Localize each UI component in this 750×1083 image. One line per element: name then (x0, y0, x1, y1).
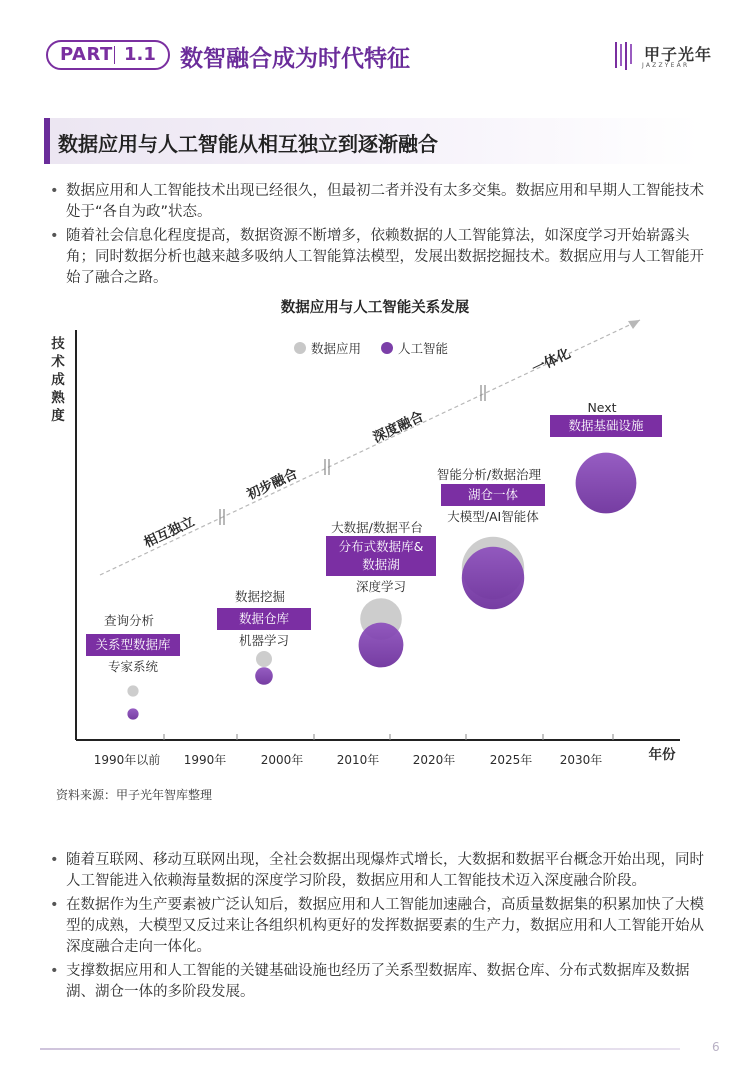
stage-label: 初步融合 (244, 465, 301, 504)
bullet-item: • 随着社会信息化程度提高，数据资源不断增多，依赖数据的人工智能算法，如深度学习开始崭露头角；同时数据分析也越来越多吸纳人工智能算法模型，发展出数据挖掘技术。数据应用与人工智能开始了融合之路。 (50, 228, 704, 286)
page-number: 6 (712, 1040, 720, 1054)
tech-tag-label: 数据湖 (362, 557, 400, 572)
stage-top-text: Next (587, 400, 617, 415)
x-axis-label: 年份 (648, 747, 676, 763)
bubble-data-app (127, 685, 138, 696)
x-tick-label: 1990年以前 (93, 753, 161, 767)
part-label: PART (60, 44, 113, 65)
stage-bottom-text: 大模型/AI智能体 (447, 509, 539, 524)
bubble-ai (462, 547, 524, 609)
header-title: 数智融合成为时代特征 (180, 46, 410, 72)
tech-tag-label: 关系型数据库 (95, 637, 171, 652)
logo-text: 甲子光年 (644, 45, 713, 64)
part-divider (114, 46, 115, 64)
source-note: 资料来源：甲子光年智库整理 (56, 788, 213, 802)
bubble-ai (255, 667, 273, 685)
logo-icon (614, 40, 636, 72)
stage-top-text: 智能分析/数据治理 (436, 467, 542, 482)
x-tick-label: 1990年 (183, 753, 227, 767)
section-title: 数据应用与人工智能从相互独立到逐渐融合 (58, 132, 438, 156)
footer-line (40, 1048, 680, 1050)
tech-tag-label: 数据仓库 (238, 611, 290, 626)
x-tick-label: 2020年 (412, 753, 456, 767)
stage-top-text: 大数据/数据平台 (331, 520, 423, 535)
bubble-ai (127, 708, 138, 719)
bullet-list-bottom (50, 850, 710, 1006)
x-tick-label: 2010年 (336, 753, 380, 767)
chart (0, 310, 750, 780)
legend-marker-ai (381, 342, 393, 354)
legend-label: 人工智能 (398, 341, 449, 356)
trend-arrow-head (628, 320, 640, 329)
stage-top-text: 查询分析 (103, 613, 155, 628)
x-tick-label: 2030年 (559, 753, 603, 767)
stage-top-text: 数据挖掘 (234, 589, 286, 604)
bullet-item: • 支撑数据应用和人工智能的关键基础设施也经历了关系型数据库、数据仓库、分布式数据库及数据湖、湖仓一体的多阶段发展。 (50, 963, 690, 1000)
x-tick-label: 2025年 (489, 753, 533, 767)
bubble-ai (359, 623, 404, 668)
stage-label: 相互独立 (141, 513, 198, 552)
y-axis-label-char: 成 (51, 372, 65, 388)
stage-bottom-text: 深度学习 (355, 579, 407, 594)
x-tick-label: 2000年 (260, 753, 304, 767)
tech-tag-label: 数据基础设施 (568, 418, 644, 433)
bullet-item: • 随着互联网、移动互联网出现，全社会数据出现爆炸式增长，大数据和数据平台概念开始出现，同时人工智能进入依赖海量数据的深度学习阶段，数据应用和人工智能技术迈入深度融合阶段。 (50, 852, 704, 889)
bullet-list-top (50, 181, 710, 292)
bubble-data-app (256, 651, 272, 667)
tech-tag-label: 分布式数据库& (338, 539, 424, 554)
logo-subtext: JAZZYEAR (642, 62, 690, 69)
stage-bottom-text: 专家系统 (107, 659, 159, 674)
bubble-ai (576, 453, 637, 514)
legend-marker-data-app (294, 342, 306, 354)
bullet-item: • 在数据作为生产要素被广泛认知后，数据应用和人工智能加速融合，高质量数据集的积累加快了大模型的成熟，大模型又反过来让各组织机构更好的发挥数据要素的生产力，数据应用和人工智能开始从深度融合走向一体化。 (50, 897, 704, 955)
y-axis-label-char: 度 (51, 408, 65, 424)
bullet-item: • 数据应用和人工智能技术出现已经很久，但最初二者并没有太多交集。数据应用和早期人工智能技术处于“各自为政”状态。 (50, 183, 704, 220)
stage-bottom-text: 机器学习 (238, 633, 290, 648)
tech-tag-label: 湖仓一体 (467, 487, 519, 502)
y-axis-label-char: 术 (51, 354, 65, 370)
stage-label: 一体化 (529, 345, 574, 378)
chart-title: 数据应用与人工智能关系发展 (280, 300, 470, 316)
y-axis-label-char: 熟 (51, 390, 65, 406)
y-axis-label-char: 技 (51, 336, 65, 352)
part-number: 1.1 (124, 44, 156, 65)
stage-label: 深度融合 (370, 408, 427, 447)
legend-label: 数据应用 (311, 341, 362, 356)
